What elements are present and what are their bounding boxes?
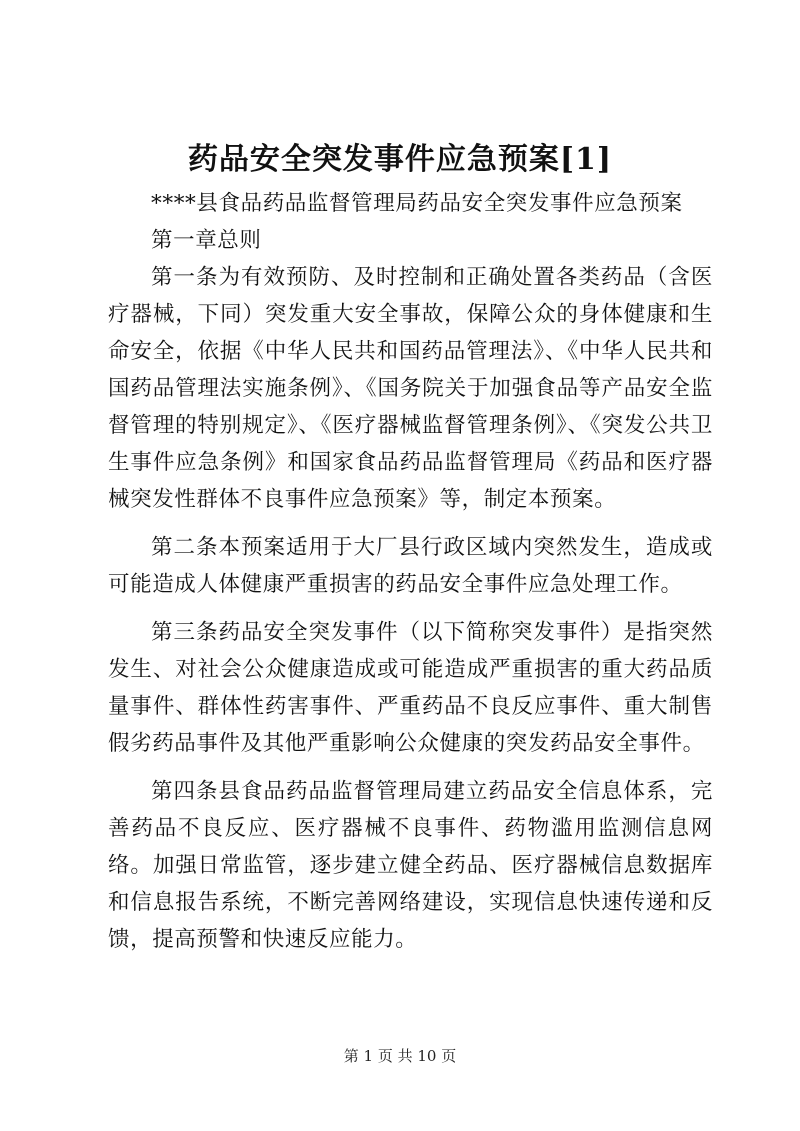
article-4-paragraph: 第四条县食品药品监督管理局建立药品安全信息体系，完善药品不良反应、医疗器械不良事件、药物滥用监测信息网络。加强日常监管，逐步建立健全药品、医疗器械信息数据库和信息报告系统，不断完善网络建设，实现信息快速传递和反馈，提高预警和快速反应能力。 xyxy=(108,779,713,952)
chapter-heading: 第一章总则 xyxy=(151,228,262,253)
article-1-paragraph: 第一条为有效预防、及时控制和正确处置各类药品（含医疗器械，下同）突发重大安全事故，保障公众的身体健康和生命安全，依据《中华人民共和国药品管理法》、《中华人民共和国药品管理法实施条例》、《国务院关于加强食品等产品安全监督管理的特别规定》、《医疗器械监督管理条例》、《突发公共卫生事件应急条例》和国家食品药品监督管理局《药品和医疗器械突发性群体不良事件应急预案》等，制定本预案。 xyxy=(108,265,713,512)
page-number-footer: 第 1 页 共 10 页 xyxy=(343,1047,457,1065)
subtitle-paragraph: ****县食品药品监督管理局药品安全突发事件应急预案 xyxy=(151,191,683,216)
article-2-paragraph: 第二条本预案适用于大厂县行政区域内突然发生，造成或可能造成人体健康严重损害的药品安全事件应急处理工作。 xyxy=(108,535,713,597)
document-body xyxy=(108,185,713,958)
document-title: 药品安全突发事件应急预案[1] xyxy=(187,142,613,177)
article-3-paragraph: 第三条药品安全突发事件（以下简称突发事件）是指突然发生、对社会公众健康造成或可能造成严重损害的重大药品质量事件、群体性药害事件、严重药品不良反应事件、重大制售假劣药品事件及其他严重影响公众健康的突发药品安全事件。 xyxy=(108,620,713,756)
